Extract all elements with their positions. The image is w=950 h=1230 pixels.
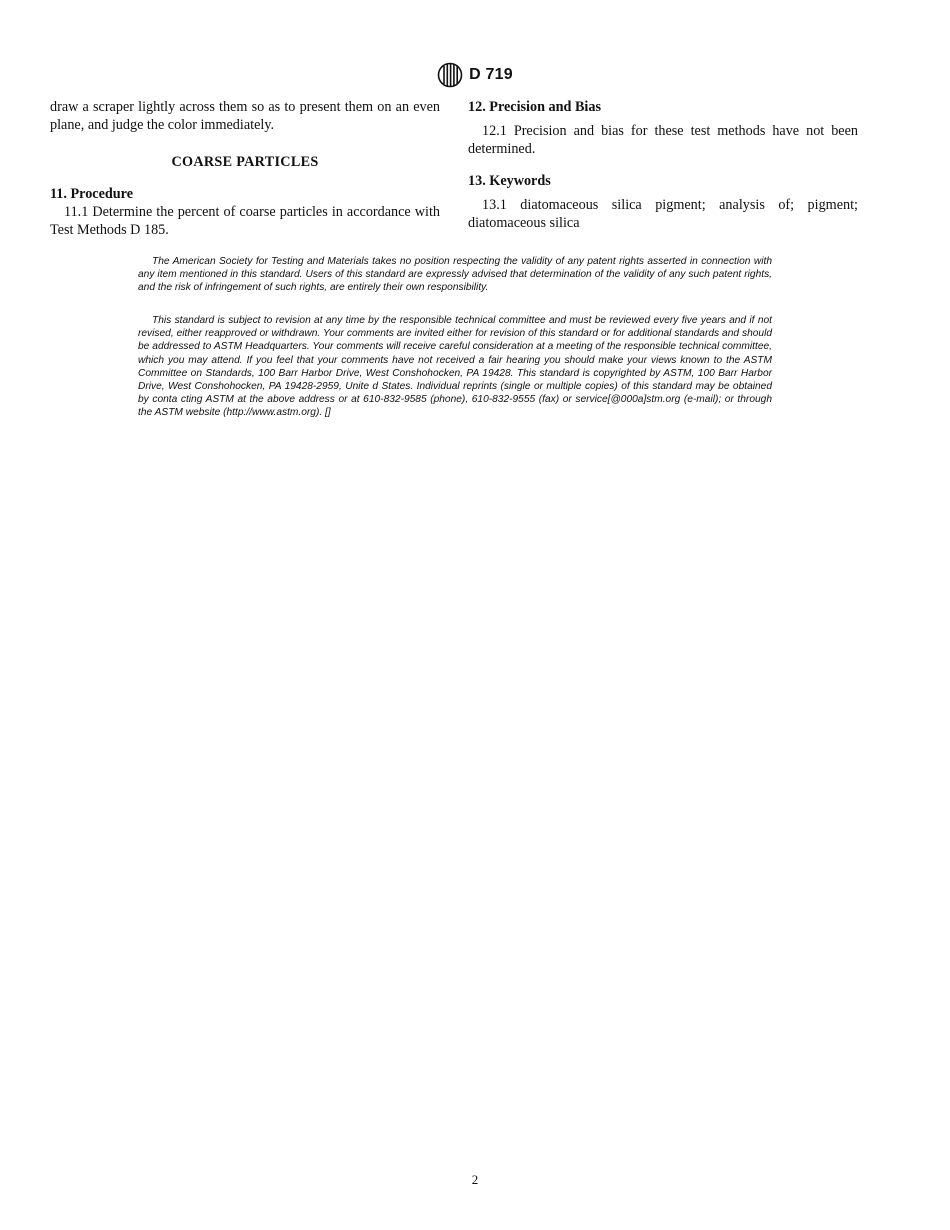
astm-logo-icon	[437, 62, 463, 88]
patent-notice: The American Society for Testing and Materials takes no position respecting the validity of any patent rights asserted in connection with any item mentioned in this standard. Users of this standard are expressly advised that determination of the validity of any such patent rights, and the risk of infringement of such rights, are entirely their own responsibility.	[138, 256, 772, 294]
precision-paragraph: 12.1 Precision and bias for these test methods have not been determined.	[468, 123, 858, 157]
continuation-paragraph: draw a scraper lightly across them so as to present them on an even plane, and judge the color immediately.	[50, 99, 440, 133]
procedure-paragraph: 11.1 Determine the percent of coarse particles in accordance with Test Methods D 185.	[50, 204, 440, 238]
standard-designation: D 719	[469, 66, 513, 83]
right-column	[468, 98, 858, 232]
keywords-paragraph: 13.1 diatomaceous silica pigment; analysis of; pigment; diatomaceous silica	[468, 197, 858, 231]
keywords-heading: 13. Keywords	[468, 173, 551, 189]
precision-heading: 12. Precision and Bias	[468, 99, 601, 115]
left-column	[50, 98, 440, 239]
page-header	[0, 62, 950, 88]
procedure-heading: 11. Procedure	[50, 186, 134, 202]
section-title-coarse-particles: COARSE PARTICLES	[171, 154, 319, 170]
page-number: 2	[471, 1172, 479, 1187]
revision-notice: This standard is subject to revision at any time by the responsible technical committee and must be reviewed every five years and if not revised, either reapproved or withdrawn. Your comments are invited either for revision of this standard or for additional standards and should be addressed to ASTM Headquarters. Your comments will receive careful consideration at a meeting of the responsible technical committee, which you may attend. If you feel that your comments have not received a fair hearing you should make your views known to the ASTM Committee on Standards, 100 Barr Harbor Drive, West Conshohocken, PA 19428. This standard is copyrighted by ASTM, 100 Barr Harbor Drive, West Conshohocken, PA 19428-2959, Unite d States. Individual reprints (single or multiple copies) of this standard may be obtained by conta cting ASTM at the above address or at 610-832-9585 (phone), 610-832-9555 (fax) or service[@000a]stm.org (e-mail); or through the ASTM website (http://www.astm.org). []	[138, 315, 772, 419]
